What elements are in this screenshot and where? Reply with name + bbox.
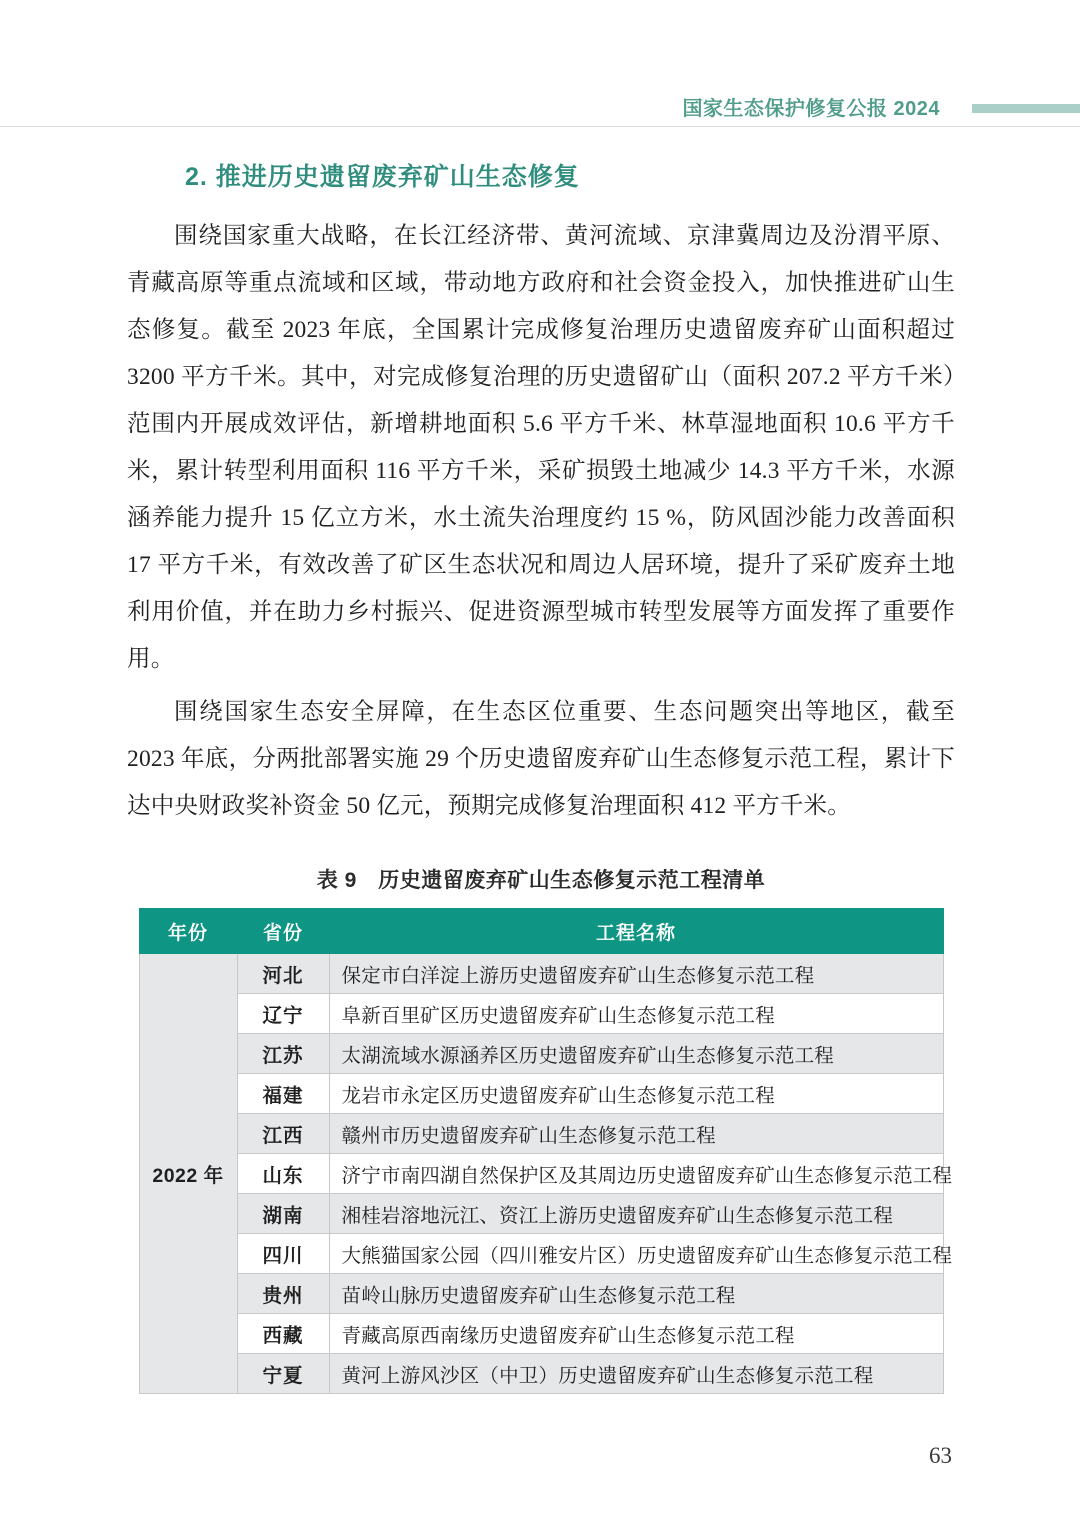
cell-project-name: 苗岭山脉历史遗留废弃矿山生态修复示范工程 — [329, 1274, 943, 1314]
table-row — [139, 994, 943, 1034]
table-row — [139, 1354, 943, 1394]
publication-title: 国家生态保护修复公报 2024 — [682, 98, 940, 120]
paragraph-2: 围绕国家生态安全屏障，在生态区位重要、生态问题突出等地区，截至 2023 年底，分两批部署实施 29 个历史遗留废弃矿山生态修复示范工程，累计下达中央财政奖补资金 50 亿元，预期完成修复治理面积 412 平方千米。 — [127, 699, 955, 819]
cell-project-name: 太湖流域水源涵养区历史遗留废弃矿山生态修复示范工程 — [329, 1034, 943, 1074]
table-row — [139, 1034, 943, 1074]
page-content — [127, 160, 955, 1394]
table-row — [139, 1114, 943, 1154]
cell-project-name: 大熊猫国家公园（四川雅安片区）历史遗留废弃矿山生态修复示范工程 — [329, 1234, 943, 1274]
cell-province: 山东 — [237, 1154, 329, 1194]
cell-province: 河北 — [237, 954, 329, 994]
cell-province: 四川 — [237, 1234, 329, 1274]
table-row — [139, 1274, 943, 1314]
cell-project-name: 保定市白洋淀上游历史遗留废弃矿山生态修复示范工程 — [329, 954, 943, 994]
cell-province: 宁夏 — [237, 1354, 329, 1394]
page-number: 63 — [929, 1443, 952, 1468]
demonstration-projects-table — [139, 908, 953, 1394]
column-header-year: 年份 — [139, 909, 237, 954]
table-body — [139, 954, 953, 1394]
cell-project-name: 赣州市历史遗留废弃矿山生态修复示范工程 — [329, 1114, 943, 1154]
cell-project-name: 青藏高原西南缘历史遗留废弃矿山生态修复示范工程 — [329, 1314, 943, 1354]
cell-province: 江苏 — [237, 1034, 329, 1074]
table-row — [139, 954, 943, 994]
header-accent-bar — [972, 104, 1080, 113]
table-row — [139, 1154, 943, 1194]
paragraph-1: 围绕国家重大战略，在长江经济带、黄河流域、京津冀周边及汾渭平原、青藏高原等重点流域和区域，带动地方政府和社会资金投入，加快推进矿山生态修复。截至 2023 年底，全国累计完成修复治理历史遗留废弃矿山面积超过 3200 平方千米。其中，对完成修复治理的历史遗留矿山（面积 207.2 平方千米）范围内开展成效评估，新增耕地面积 5.6 平方千米、林草湿地面积 10.6 平方千米，累计转型利用面积 116 平方千米，采矿损毁土地减少 14.3 平方千米，水源涵养能力提升 15 亿立方米，水土流失治理度约 15 %，防风固沙能力改善面积 17 平方千米，有效改善了矿区生态状况和周边人居环境，提升了采矿废弃土地利用价值，并在助力乡村振兴、促进资源型城市转型发展等方面发挥了重要作用。 — [127, 223, 955, 672]
section-heading: 2. 推进历史遗留废弃矿山生态修复 — [185, 163, 580, 191]
table-row — [139, 1314, 943, 1354]
cell-province: 西藏 — [237, 1314, 329, 1354]
cell-province: 江西 — [237, 1114, 329, 1154]
column-header-province: 省份 — [237, 909, 329, 954]
cell-project-name: 湘桂岩溶地沅江、资江上游历史遗留废弃矿山生态修复示范工程 — [329, 1194, 943, 1234]
running-header — [0, 92, 1080, 134]
column-header-project: 工程名称 — [329, 909, 943, 954]
table-row — [139, 1194, 943, 1234]
table-row — [139, 1074, 943, 1114]
cell-province: 湖南 — [237, 1194, 329, 1234]
cell-year-group: 2022 年 — [139, 954, 237, 1394]
header-rule — [0, 126, 1080, 127]
cell-project-name: 龙岩市永定区历史遗留废弃矿山生态修复示范工程 — [329, 1074, 943, 1114]
cell-province: 贵州 — [237, 1274, 329, 1314]
cell-province: 福建 — [237, 1074, 329, 1114]
cell-project-name: 黄河上游风沙区（中卫）历史遗留废弃矿山生态修复示范工程 — [329, 1354, 943, 1394]
cell-project-name: 阜新百里矿区历史遗留废弃矿山生态修复示范工程 — [329, 994, 943, 1034]
table-header-row — [139, 909, 943, 954]
cell-province: 辽宁 — [237, 994, 329, 1034]
cell-project-name: 济宁市南四湖自然保护区及其周边历史遗留废弃矿山生态修复示范工程 — [329, 1154, 943, 1194]
table-caption: 表 9 历史遗留废弃矿山生态修复示范工程清单 — [316, 869, 766, 892]
table-row — [139, 1234, 943, 1274]
